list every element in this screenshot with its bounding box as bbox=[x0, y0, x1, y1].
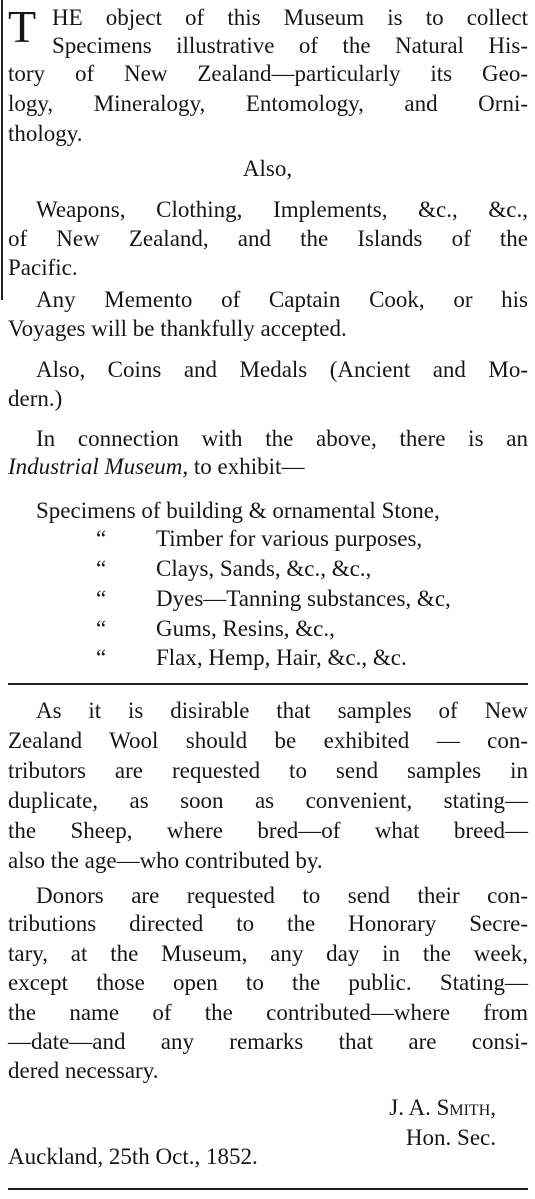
p1-line-4: logy, Mineralogy, Entomology, and Orni- bbox=[8, 91, 528, 116]
p4-line-1: Also, Coins and Medals (Ancient and Mo- bbox=[36, 357, 528, 382]
specimen-item: Flax, Hemp, Hair, &c., &c. bbox=[156, 645, 407, 670]
p1-line-1: HE object of this Museum is to collect bbox=[52, 5, 528, 30]
ditto-mark: “ bbox=[96, 645, 107, 670]
p7-line-5: the name of the contributed—where from bbox=[8, 1000, 528, 1025]
p1-line-5: thology. bbox=[8, 121, 83, 146]
p6-line-5: the Sheep, where bred—of what breed— bbox=[8, 818, 528, 843]
p6-line-4: duplicate, as soon as convenient, stating— bbox=[8, 788, 528, 813]
p3-line-1: Any Memento of Captain Cook, or his bbox=[36, 287, 528, 312]
specimen-item: Dyes—Tanning substances, &c, bbox=[156, 586, 451, 611]
specimen-item: Timber for various purposes, bbox=[156, 526, 423, 551]
specimens-heading: Specimens of building & ornamental Stone, bbox=[36, 498, 440, 523]
p7-line-4: except those open to the public. Stating— bbox=[8, 970, 528, 995]
ditto-mark: “ bbox=[96, 526, 107, 551]
p1-line-3: tory of New Zealand—particularly its Geo- bbox=[8, 61, 528, 86]
p3-line-2: Voyages will be thankfully accepted. bbox=[8, 316, 347, 341]
p6-line-6: also the age—who contributed by. bbox=[8, 848, 323, 873]
industrial-museum-italic: Industrial Museum, bbox=[8, 454, 189, 479]
specimen-item: Gums, Resins, &c., bbox=[156, 616, 335, 641]
ditto-mark: “ bbox=[96, 586, 107, 611]
left-border-rule bbox=[1, 0, 3, 300]
p2-line-3: Pacific. bbox=[8, 255, 78, 280]
section-divider bbox=[8, 683, 528, 685]
p2-line-2: of New Zealand, and the Islands of the bbox=[8, 226, 528, 251]
p6-line-1: As it is disirable that samples of New bbox=[36, 698, 528, 723]
specimen-item: Clays, Sands, &c., &c., bbox=[156, 556, 372, 581]
p5-line-1: In connection with the above, there is an bbox=[36, 426, 528, 451]
signature-title: Hon. Sec. bbox=[405, 1125, 496, 1150]
p7-line-2: tributions directed to the Honorary Secre- bbox=[8, 911, 528, 936]
ditto-mark: “ bbox=[96, 556, 107, 581]
p6-line-3: tributors are requested to send samples in bbox=[8, 758, 528, 783]
p7-line-1: Donors are requested to send their con- bbox=[36, 883, 528, 908]
bottom-rule bbox=[8, 1188, 528, 1190]
ditto-mark: “ bbox=[96, 616, 107, 641]
p7-line-3: tary, at the Museum, any day in the week, bbox=[8, 941, 528, 966]
signature-name: J. A. Smith, bbox=[389, 1095, 496, 1120]
p2-line-1: Weapons, Clothing, Implements, &c., &c., bbox=[36, 197, 528, 222]
p5-line-2-rest: to exhibit— bbox=[188, 454, 305, 479]
p7-line-7: dered necessary. bbox=[8, 1058, 159, 1083]
p5-line-2 bbox=[8, 453, 528, 481]
also-heading: Also, bbox=[242, 156, 293, 181]
p4-line-2: dern.) bbox=[8, 386, 63, 411]
drop-cap: T bbox=[8, 1, 38, 52]
p6-line-2: Zealand Wool should be exhibited — con- bbox=[8, 728, 528, 753]
p1-line-2: Specimens illustrative of the Natural His- bbox=[52, 33, 528, 58]
dateline: Auckland, 25th Oct., 1852. bbox=[8, 1144, 258, 1169]
p7-line-6: —date—and any remarks that are consi- bbox=[8, 1029, 528, 1054]
